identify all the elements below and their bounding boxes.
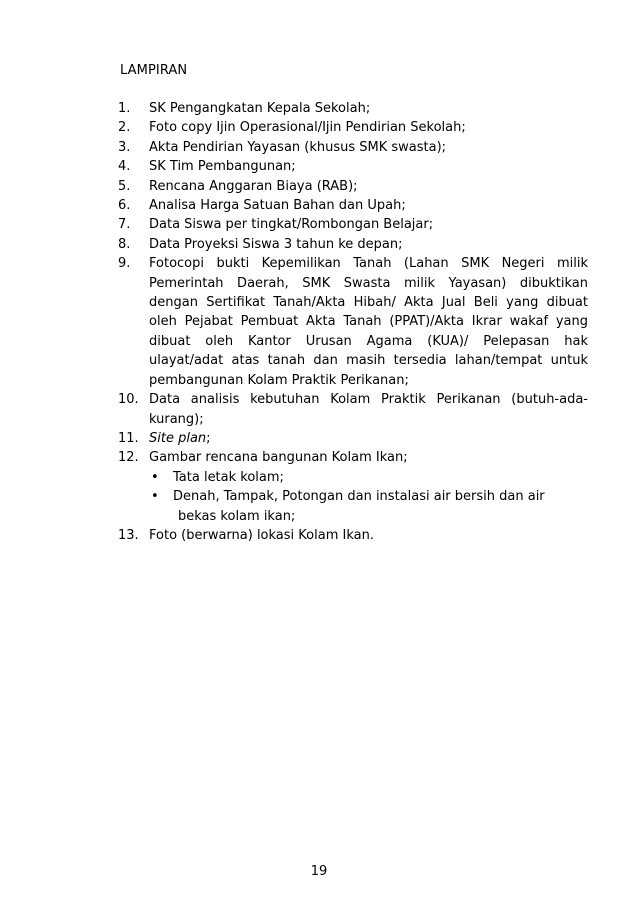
bullet-text-block <box>173 487 545 526</box>
list-item <box>118 138 588 157</box>
item-text: Foto copy Ijin Operasional/Ijin Pendirian Sekolah; <box>149 120 466 136</box>
bullet-text-line: bekas kolam ikan; <box>178 508 296 524</box>
item-number: 5. <box>118 178 131 194</box>
item-number: 2. <box>118 120 131 136</box>
item-text: Gambar rencana bangunan Kolam Ikan; <box>149 450 408 466</box>
item-number: 1. <box>118 101 131 116</box>
item-text-line: Fotocopi bukti Kepemilikan Tanah (Lahan SMK Negeri milik <box>149 256 588 272</box>
item-number: 7. <box>118 217 131 233</box>
list-item <box>118 254 588 390</box>
list-item <box>118 118 588 137</box>
item-number: 8. <box>118 236 131 252</box>
item-text: Analisa Harga Satuan Bahan dan Upah; <box>149 198 406 214</box>
item-text-line: ulayat/adat atas tanah dan masih tersedia lahan/tempat untuk <box>149 353 588 369</box>
item-text: Akta Pendirian Yayasan (khusus SMK swasta); <box>149 139 447 155</box>
item-text: Rencana Anggaran Biaya (RAB); <box>149 178 358 194</box>
item-number: 10. <box>118 392 139 408</box>
item-text-line: dibuat oleh Kantor Urusan Agama (KUA)/ Pelepasan hak <box>149 333 588 349</box>
list-item <box>118 526 588 545</box>
page-number: 19 <box>310 864 328 879</box>
bullet-item <box>149 487 588 526</box>
item-number: 3. <box>118 139 131 155</box>
list-item <box>118 429 588 448</box>
bullet-icon: • <box>151 469 159 485</box>
item-number: 9. <box>118 256 131 272</box>
bullet-icon: • <box>151 489 159 505</box>
list-item <box>118 157 588 176</box>
item-number: 4. <box>118 159 131 175</box>
item-number: 6. <box>118 198 131 214</box>
item-text-line: dengan Sertifikat Tanah/Akta Hibah/ Akta Jual Beli yang dibuat <box>149 295 588 311</box>
bullet-text-line: Denah, Tampak, Potongan dan instalasi air bersih dan air <box>173 489 545 505</box>
site-plan-text: Site plan <box>149 430 207 446</box>
item-text-block <box>149 448 588 526</box>
item-text-suffix: ; <box>206 430 211 446</box>
bullet-item <box>149 468 588 487</box>
item-number: 11. <box>118 430 139 446</box>
item-text: Foto (berwarna) lokasi Kolam Ikan. <box>149 527 374 543</box>
requirements-list <box>118 99 588 545</box>
list-item <box>118 196 588 215</box>
list-item <box>118 235 588 254</box>
list-item <box>118 448 588 526</box>
item-text-line: Data analisis kebutuhan Kolam Praktik Perikanan (butuh-ada- <box>149 392 588 408</box>
list-item <box>118 177 588 196</box>
item-text: SK Pengangkatan Kepala Sekolah; <box>149 101 371 116</box>
item-text-block <box>149 254 588 390</box>
item-text-line: pembangunan Kolam Praktik Perikanan; <box>149 372 409 388</box>
item-text: Data Proyeksi Siswa 3 tahun ke depan; <box>149 236 403 252</box>
item-text-block <box>149 390 588 429</box>
item-text: Data Siswa per tingkat/Rombongan Belajar; <box>149 217 434 233</box>
item-text-line: kurang); <box>149 411 204 427</box>
bullet-text: Tata letak kolam; <box>173 469 284 485</box>
item-text-line: oleh Pejabat Pembuat Akta Tanah (PPAT)/Akta Ikrar wakaf yang <box>149 314 588 330</box>
list-item <box>118 390 588 429</box>
list-item <box>118 99 588 118</box>
item-number: 13. <box>118 527 139 543</box>
list-item <box>118 215 588 234</box>
item-text <box>149 429 588 448</box>
item-number: 12. <box>118 450 139 466</box>
item-text: SK Tim Pembangunan; <box>149 159 296 175</box>
appendix-heading: LAMPIRAN <box>120 63 188 78</box>
item-text-line: Pemerintah Daerah, SMK Swasta milik Yayasan) dibuktikan <box>149 275 588 291</box>
